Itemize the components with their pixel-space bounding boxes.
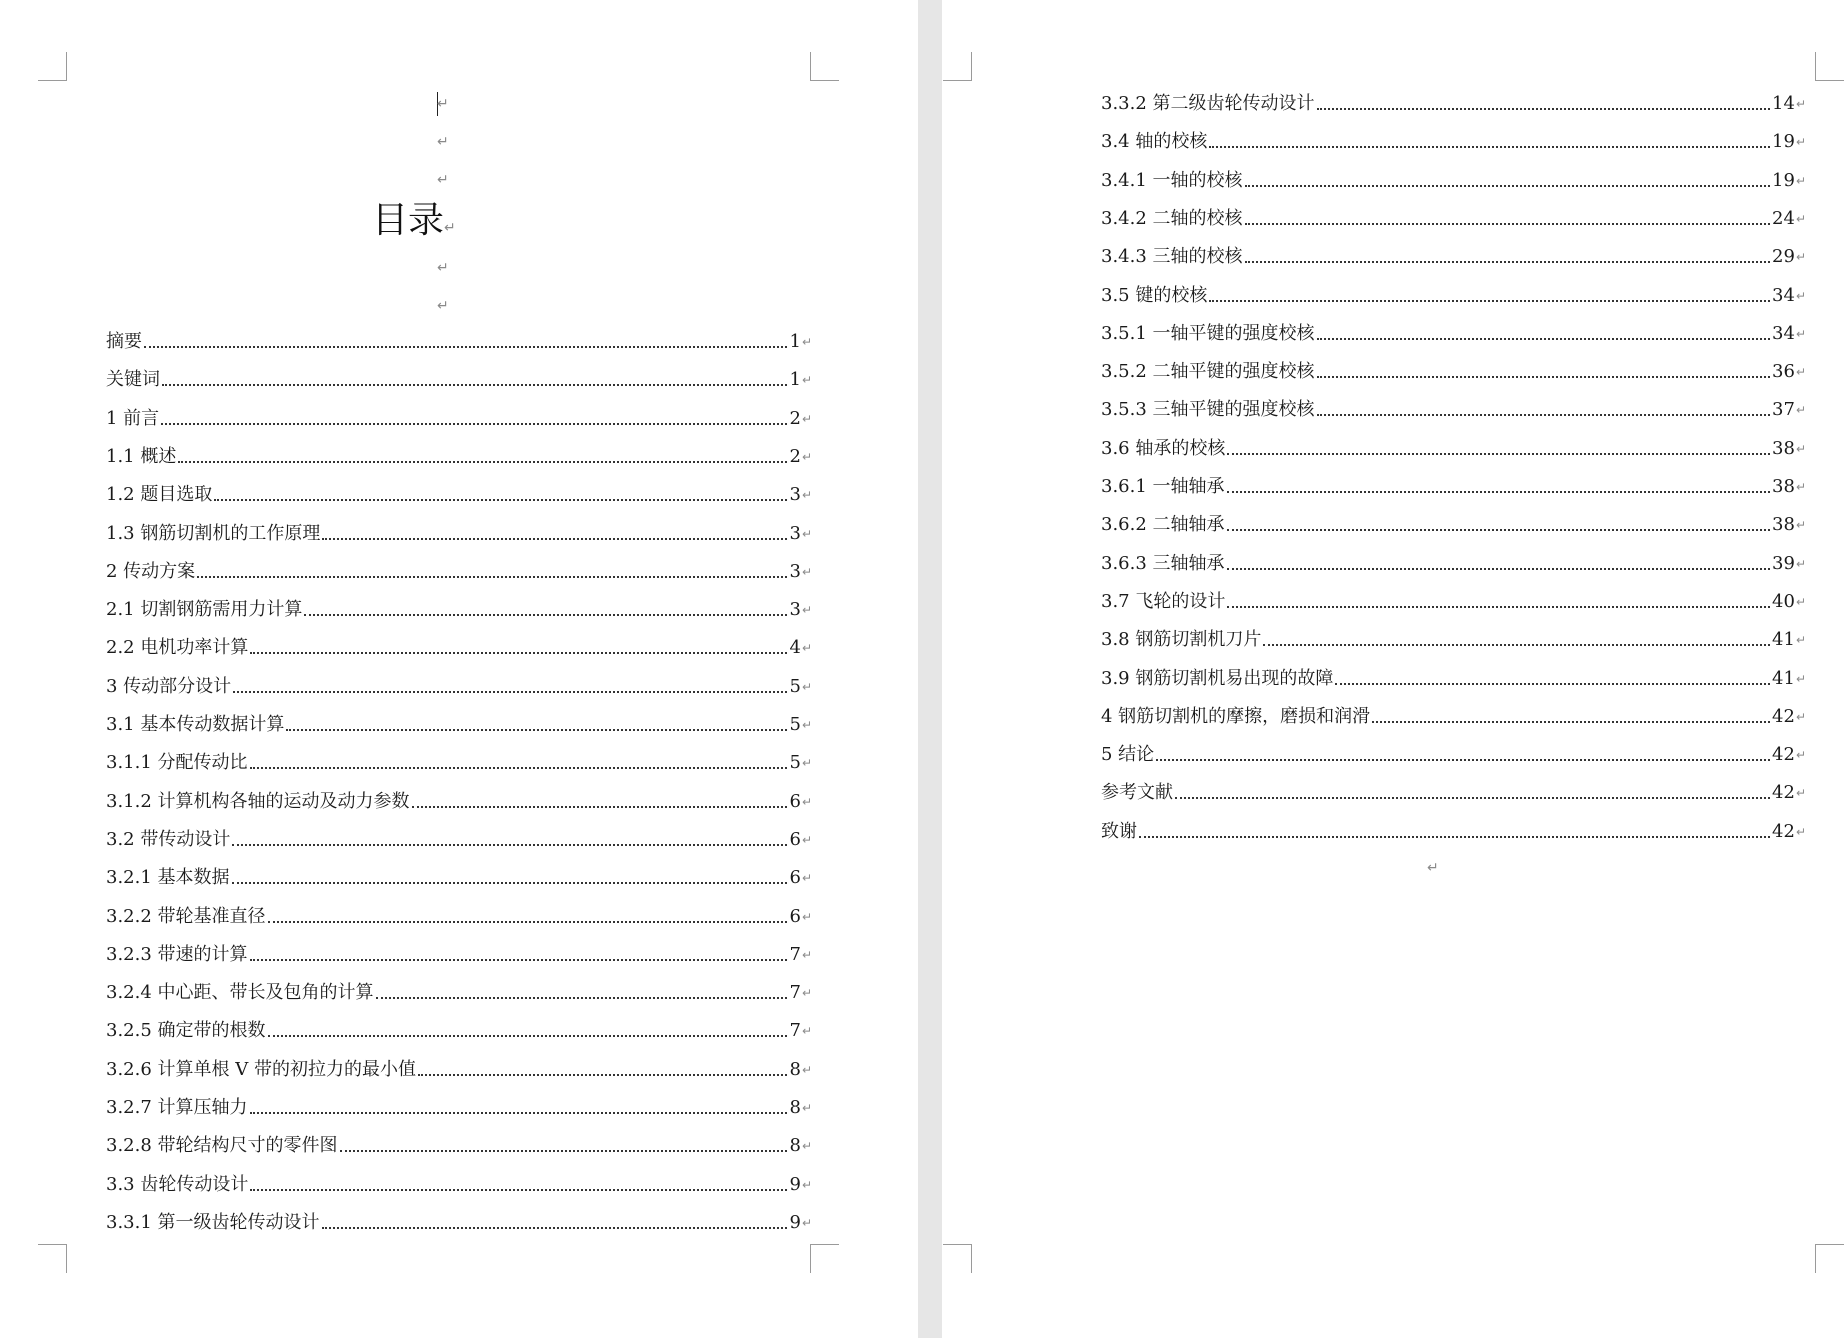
- paragraph-mark: ↵: [801, 1215, 812, 1230]
- toc-dot-leader: [197, 576, 787, 578]
- toc-entry-page-number: 34: [1772, 284, 1795, 306]
- toc-dot-leader: [418, 1074, 788, 1076]
- toc-entry-title: 3.1 基本传动数据计算: [106, 714, 285, 735]
- toc-dot-leader: [1372, 721, 1770, 723]
- toc-entry-page-number: 42: [1772, 820, 1795, 842]
- toc-dot-leader: [286, 729, 787, 731]
- toc-entry-page-number: 1: [789, 331, 801, 352]
- paragraph-mark: ↵: [801, 756, 812, 771]
- toc-entry-page-number: 9: [789, 1173, 801, 1195]
- document-page-right: [942, 0, 1846, 1338]
- toc-entry[interactable]: [1101, 513, 1806, 537]
- toc-entry-title: 5 结论: [1101, 744, 1155, 766]
- toc-dot-leader: [322, 538, 787, 540]
- toc-entry[interactable]: [1101, 820, 1806, 844]
- toc-entry-page-number: 6: [789, 790, 801, 812]
- toc-entry-page-number: 14: [1772, 93, 1795, 114]
- toc-entry[interactable]: [106, 1173, 812, 1197]
- toc-dot-leader: [1139, 836, 1770, 838]
- toc-entry-title: 关键词: [106, 369, 160, 391]
- toc-dot-leader: [412, 806, 788, 808]
- toc-entry[interactable]: [106, 943, 812, 967]
- toc-entry-page-number: 7: [789, 1020, 801, 1042]
- toc-entry-title: 3.3.1 第一级齿轮传动设计: [106, 1211, 320, 1233]
- toc-entry-page-number: 3: [789, 484, 801, 506]
- toc-entry-title: 1.1 概述: [106, 445, 177, 467]
- toc-entry-title: 3.3.2 第二级齿轮传动设计: [1101, 93, 1315, 114]
- toc-entry[interactable]: [106, 368, 812, 392]
- paragraph-mark: ↵: [801, 871, 812, 886]
- toc-entry[interactable]: [106, 407, 812, 431]
- crop-mark-top-right: [1815, 52, 1844, 81]
- toc-dot-leader: [233, 691, 787, 693]
- toc-dot-leader: [250, 1189, 787, 1191]
- crop-mark-top-right: [810, 52, 839, 81]
- toc-entry-title: 3.5.3 三轴平键的强度校核: [1101, 399, 1315, 421]
- paragraph-mark: ↵: [1795, 211, 1806, 226]
- toc-entry[interactable]: [1101, 130, 1806, 154]
- toc-dot-leader: [1209, 300, 1770, 302]
- toc-entry[interactable]: [106, 713, 812, 737]
- paragraph-mark: ↵: [801, 794, 812, 809]
- toc-entry-title: 3.4 轴的校核: [1101, 131, 1208, 153]
- paragraph-mark: ↵: [801, 373, 812, 388]
- toc-entry-title: 1.3 钢筋切割机的工作原理: [106, 522, 321, 544]
- paragraph-mark: ↵: [1795, 250, 1806, 265]
- paragraph-mark: ↵: [801, 1062, 812, 1077]
- toc-entry[interactable]: [1101, 360, 1806, 384]
- toc-entry[interactable]: [1101, 781, 1806, 805]
- paragraph-mark: ↵: [801, 335, 812, 349]
- toc-entry-title: 参考文献: [1101, 782, 1173, 804]
- paragraph-mark: ↵: [801, 564, 812, 579]
- paragraph-mark: ↵: [1795, 135, 1806, 150]
- toc-entry[interactable]: [106, 866, 812, 890]
- toc-entry[interactable]: [106, 445, 812, 469]
- toc-dot-leader: [268, 921, 788, 923]
- paragraph-mark: ↵: [801, 718, 812, 732]
- paragraph-mark: ↵: [801, 526, 812, 541]
- toc-dot-leader: [1227, 453, 1770, 455]
- paragraph-mark: ↵: [801, 1139, 812, 1154]
- toc-dot-leader: [250, 767, 788, 769]
- toc-dot-leader: [304, 614, 787, 616]
- paragraph-mark: ↵: [1795, 671, 1806, 686]
- toc-entry-title: 4 钢筋切割机的摩擦，磨损和润滑: [1101, 705, 1371, 727]
- toc-entry[interactable]: [1101, 207, 1806, 231]
- toc-entry-title: 1.2 题目选取: [106, 484, 213, 506]
- toc-entry-page-number: 6: [789, 828, 801, 850]
- toc-dot-leader: [1245, 223, 1771, 225]
- crop-mark-top-left: [943, 52, 972, 81]
- toc-entry[interactable]: [106, 790, 812, 814]
- toc-entry-page-number: 5: [789, 714, 801, 735]
- toc-dot-leader: [376, 997, 788, 999]
- crop-mark-bottom-left: [38, 1244, 67, 1273]
- toc-entry-title: 2.1 切割钢筋需用力计算: [106, 599, 303, 621]
- toc-entry-title: 3.5.1 一轴平键的强度校核: [1101, 322, 1315, 344]
- toc-entry-title: 3.4.2 二轴的校核: [1101, 207, 1243, 229]
- toc-entry[interactable]: [106, 636, 812, 660]
- toc-dot-leader: [1227, 491, 1771, 493]
- toc-entry-title: 2.2 电机功率计算: [106, 637, 249, 659]
- toc-entry-page-number: 8: [789, 1097, 801, 1118]
- toc-entry[interactable]: [1101, 245, 1806, 269]
- toc-entry-title: 3.4.3 三轴的校核: [1101, 246, 1243, 268]
- paragraph-mark: ↵: [1795, 824, 1806, 839]
- toc-entry-page-number: 2: [789, 445, 801, 467]
- toc-entry[interactable]: [1101, 590, 1806, 614]
- toc-dot-leader: [1263, 644, 1770, 646]
- toc-entry-page-number: 2: [789, 407, 801, 429]
- toc-dot-leader: [1245, 185, 1771, 187]
- toc-heading: [372, 192, 456, 243]
- toc-dot-leader: [250, 1112, 788, 1114]
- toc-dot-leader: [214, 499, 787, 501]
- toc-entry-title: 3.5 键的校核: [1101, 284, 1208, 306]
- paragraph-mark: ↵: [801, 947, 812, 962]
- toc-dot-leader: [1175, 797, 1770, 799]
- paragraph-mark: ↵: [437, 134, 449, 150]
- toc-dot-leader: [1335, 683, 1770, 685]
- toc-entry-page-number: 3: [789, 560, 801, 582]
- toc-entry-title: 3.5.2 二轴平键的强度校核: [1101, 361, 1315, 383]
- crop-mark-bottom-right: [810, 1244, 839, 1273]
- toc-entry[interactable]: [1101, 92, 1806, 116]
- toc-entry-title: 3.2.2 带轮基准直径: [106, 905, 266, 927]
- toc-entry-title: 2 传动方案: [106, 560, 196, 582]
- toc-entry-page-number: 40: [1772, 590, 1795, 612]
- paragraph-mark: ↵: [801, 641, 812, 656]
- toc-entry-page-number: 38: [1772, 514, 1795, 536]
- toc-entry[interactable]: [106, 598, 812, 622]
- toc-entry[interactable]: [106, 751, 812, 775]
- toc-dot-leader: [1317, 414, 1771, 416]
- toc-entry-title: 摘要: [106, 331, 142, 352]
- toc-entry-title: 3.2.6 计算单根 V 带的初拉力的最小值: [106, 1058, 416, 1080]
- toc-entry[interactable]: [106, 522, 812, 546]
- toc-entry[interactable]: [1101, 628, 1806, 652]
- toc-dot-leader: [232, 882, 788, 884]
- toc-entry-page-number: 37: [1772, 399, 1795, 421]
- toc-entry[interactable]: [106, 1134, 812, 1158]
- toc-dot-leader: [1227, 568, 1771, 570]
- toc-entry[interactable]: [106, 905, 812, 929]
- toc-entry[interactable]: [1101, 169, 1806, 193]
- toc-entry-page-number: 9: [789, 1211, 801, 1233]
- toc-dot-leader: [1317, 108, 1771, 110]
- paragraph-mark: ↵: [1795, 173, 1806, 188]
- toc-entry[interactable]: [106, 1211, 812, 1235]
- toc-entry-page-number: 19: [1772, 169, 1795, 191]
- toc-entry[interactable]: [1101, 284, 1806, 308]
- toc-entry-page-number: 3: [789, 522, 801, 544]
- toc-entry-title: 3 传动部分设计: [106, 675, 232, 697]
- toc-dot-leader: [1227, 529, 1771, 531]
- toc-entry-title: 3.8 钢筋切割机刀片: [1101, 629, 1262, 651]
- toc-entry-page-number: 8: [789, 1135, 801, 1157]
- paragraph-mark: ↵: [437, 96, 449, 112]
- toc-dot-leader: [1317, 376, 1771, 378]
- toc-entry-page-number: 41: [1772, 629, 1795, 651]
- crop-mark-top-left: [38, 52, 67, 81]
- paragraph-mark: ↵: [1795, 709, 1806, 724]
- toc-entry-page-number: 4: [789, 637, 801, 659]
- toc-dot-leader: [161, 423, 787, 425]
- paragraph-mark: ↵: [1795, 97, 1806, 111]
- toc-entry[interactable]: [1101, 705, 1806, 729]
- toc-dot-leader: [144, 346, 787, 348]
- toc-entry[interactable]: [106, 483, 812, 507]
- paragraph-mark: ↵: [801, 1177, 812, 1192]
- toc-entry-page-number: 38: [1772, 476, 1795, 497]
- toc-dot-leader: [178, 461, 787, 463]
- toc-dot-leader: [1227, 606, 1770, 608]
- toc-entry-page-number: 6: [789, 867, 801, 889]
- toc-entry[interactable]: [106, 981, 812, 1005]
- paragraph-mark: ↵: [801, 986, 812, 1001]
- toc-entry-title: 3.6.3 三轴轴承: [1101, 552, 1225, 574]
- paragraph-mark: ↵: [1795, 786, 1806, 801]
- toc-entry-title: 1 前言: [106, 407, 160, 429]
- crop-mark-bottom-left: [943, 1244, 972, 1273]
- toc-dot-leader: [322, 1227, 788, 1229]
- toc-dot-leader: [340, 1150, 788, 1152]
- paragraph-mark: ↵: [437, 172, 449, 188]
- toc-entry-title: 3.2.1 基本数据: [106, 867, 230, 889]
- paragraph-mark: ↵: [437, 260, 449, 276]
- toc-entry[interactable]: [106, 828, 812, 852]
- toc-entry-title: 3.1.1 分配传动比: [106, 752, 248, 774]
- toc-entry[interactable]: [106, 1019, 812, 1043]
- toc-entry[interactable]: [1101, 322, 1806, 346]
- toc-dot-leader: [1209, 146, 1770, 148]
- toc-entry-title: 致谢: [1101, 820, 1137, 842]
- toc-entry-title: 3.2 带传动设计: [106, 828, 231, 850]
- toc-entry[interactable]: [106, 1058, 812, 1082]
- paragraph-mark: ↵: [1795, 441, 1806, 456]
- paragraph-mark: ↵: [801, 679, 812, 694]
- paragraph-mark: ↵: [1795, 748, 1806, 763]
- paragraph-mark: ↵: [1795, 633, 1806, 648]
- paragraph-mark: ↵: [801, 603, 812, 618]
- toc-entry[interactable]: [106, 560, 812, 584]
- toc-entry-page-number: 24: [1772, 207, 1795, 229]
- toc-entry-page-number: 5: [789, 752, 801, 774]
- toc-dot-leader: [1317, 338, 1771, 340]
- document-page-left: [0, 0, 918, 1338]
- toc-entry-title: 3.2.8 带轮结构尺寸的零件图: [106, 1135, 338, 1157]
- paragraph-mark: ↵: [801, 909, 812, 924]
- toc-entry-page-number: 3: [789, 599, 801, 621]
- toc-entry-page-number: 41: [1772, 667, 1795, 689]
- toc-entry-page-number: 5: [789, 675, 801, 697]
- toc-dot-leader: [232, 844, 787, 846]
- toc-entry-page-number: 42: [1772, 705, 1795, 727]
- toc-entry-page-number: 1: [789, 369, 801, 391]
- toc-entry[interactable]: [106, 675, 812, 699]
- toc-entry-title: 3.6 轴承的校核: [1101, 437, 1226, 459]
- toc-entry-title: 3.2.3 带速的计算: [106, 943, 248, 965]
- paragraph-mark: ↵: [1795, 594, 1806, 609]
- toc-entry-page-number: 8: [789, 1058, 801, 1080]
- paragraph-mark: ↵: [444, 220, 456, 236]
- paragraph-mark: ↵: [801, 1024, 812, 1039]
- toc-entry[interactable]: [1101, 437, 1806, 461]
- toc-entry[interactable]: [106, 330, 812, 354]
- toc-entry-page-number: 7: [789, 943, 801, 965]
- toc-dot-leader: [268, 1035, 788, 1037]
- paragraph-mark: ↵: [1795, 326, 1806, 341]
- paragraph-mark: ↵: [1795, 365, 1806, 380]
- paragraph-mark: ↵: [1795, 288, 1806, 303]
- paragraph-mark: ↵: [1795, 556, 1806, 571]
- toc-entry-page-number: 39: [1772, 552, 1795, 574]
- toc-entry[interactable]: [1101, 475, 1806, 499]
- toc-entry-page-number: 42: [1772, 782, 1795, 804]
- toc-entry-title: 3.9 钢筋切割机易出现的故障: [1101, 667, 1334, 689]
- toc-heading-text: 目录: [372, 200, 445, 241]
- toc-dot-leader: [250, 959, 788, 961]
- toc-entry-page-number: 36: [1772, 361, 1795, 383]
- toc-dot-leader: [1156, 759, 1770, 761]
- paragraph-mark: ↵: [801, 488, 812, 503]
- paragraph-mark: ↵: [1795, 480, 1806, 494]
- toc-entry-title: 3.2.4 中心距、带长及包角的计算: [106, 982, 374, 1004]
- toc-entry-title: 3.6.2 二轴轴承: [1101, 514, 1225, 536]
- toc-entry-page-number: 29: [1772, 246, 1795, 268]
- toc-entry-page-number: 42: [1772, 744, 1795, 766]
- toc-dot-leader: [250, 652, 787, 654]
- paragraph-mark: ↵: [801, 449, 812, 464]
- toc-entry[interactable]: [1101, 552, 1806, 576]
- toc-dot-leader: [162, 384, 787, 386]
- toc-entry-title: 3.1.2 计算机构各轴的运动及动力参数: [106, 790, 410, 812]
- toc-entry-page-number: 38: [1772, 437, 1795, 459]
- paragraph-mark: ↵: [801, 1101, 812, 1115]
- toc-entry-page-number: 6: [789, 905, 801, 927]
- paragraph-mark: ↵: [1795, 403, 1806, 418]
- paragraph-mark: ↵: [437, 298, 449, 314]
- paragraph-mark: ↵: [1427, 860, 1439, 876]
- toc-entry-title: 3.7 飞轮的设计: [1101, 590, 1226, 612]
- toc-entry-title: 3.2.5 确定带的根数: [106, 1020, 266, 1042]
- toc-entry[interactable]: [1101, 398, 1806, 422]
- toc-entry[interactable]: [106, 1096, 812, 1120]
- toc-entry-title: 3.2.7 计算压轴力: [106, 1097, 248, 1118]
- toc-entry-page-number: 19: [1772, 131, 1795, 153]
- toc-entry[interactable]: [1101, 667, 1806, 691]
- toc-entry-title: 3.6.1 一轴轴承: [1101, 476, 1225, 497]
- paragraph-mark: ↵: [1795, 518, 1806, 533]
- paragraph-mark: ↵: [801, 411, 812, 426]
- crop-mark-bottom-right: [1815, 1244, 1844, 1273]
- toc-entry-title: 3.3 齿轮传动设计: [106, 1173, 249, 1195]
- toc-entry-title: 3.4.1 一轴的校核: [1101, 169, 1243, 191]
- paragraph-mark: ↵: [801, 832, 812, 847]
- toc-dot-leader: [1245, 261, 1771, 263]
- toc-entry[interactable]: [1101, 743, 1806, 767]
- toc-entry-page-number: 7: [789, 982, 801, 1004]
- toc-entry-page-number: 34: [1772, 322, 1795, 344]
